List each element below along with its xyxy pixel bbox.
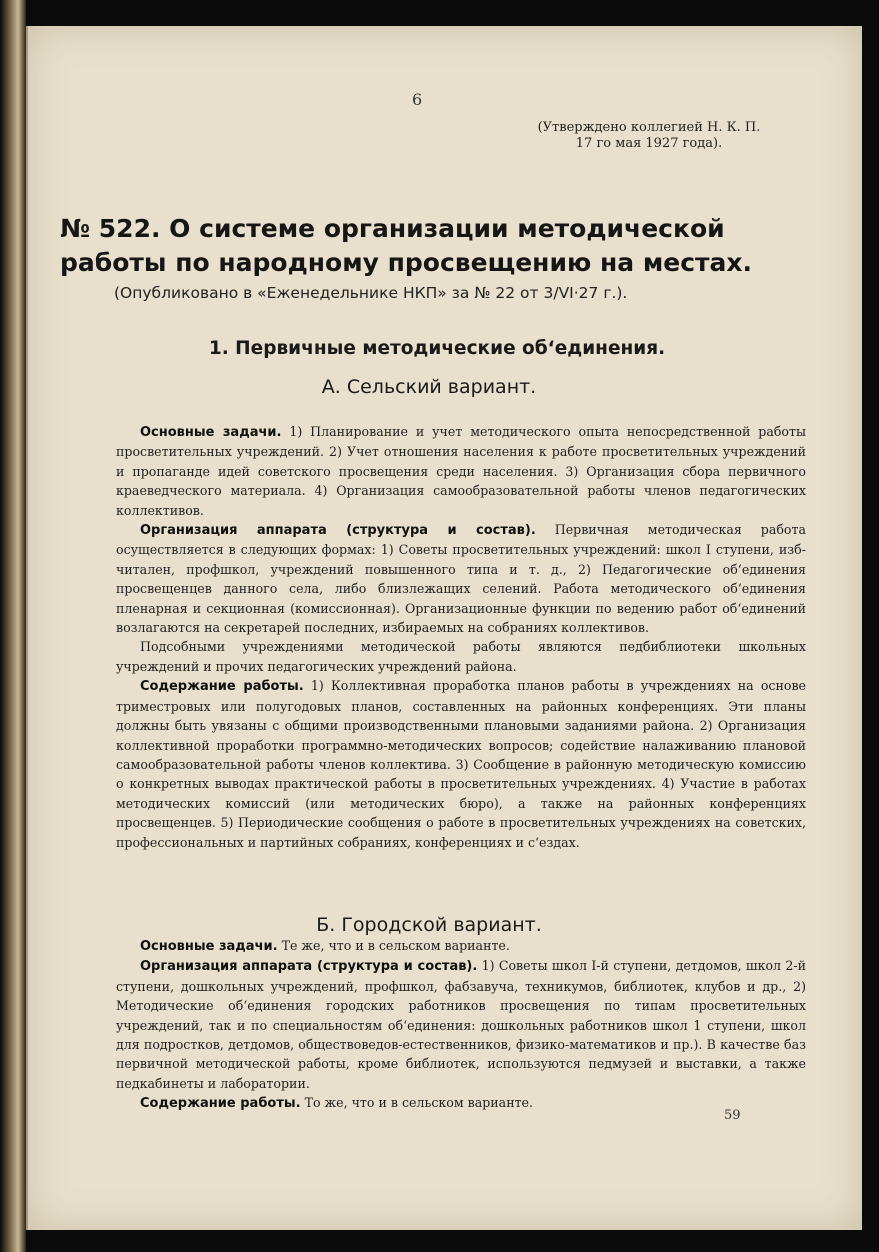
paragraph-lead: Организация аппарата (структура и состав). [140, 959, 478, 975]
paragraph-lead: Основные задачи. [140, 425, 282, 440]
paragraph-text: 1) Советы школ I-й ступени, детдомов, школ 2-й ступени, дошкольных учреждений, профшкол, фабзавуча, техникумов, библиотек, клубов и др., 2) Методические об‘единения городских работников просвещения по типам просветительных учреждений, так и по специальностям об‘единения: дошкольных работников школ 1 ступени, школ для подростков, детдомов, обществоведов-естественников, физико-математиков и пр.). В качестве баз первичной методической работы, кроме библиотек, используются педмузей и выставки, а также педкабинеты и лаборатории. [116, 958, 806, 1091]
document-title [60, 212, 820, 280]
approval-note [494, 120, 804, 152]
paragraph [116, 676, 806, 852]
paragraph [116, 422, 806, 520]
section-heading-primary: 1. Первичные методические об‘единения. [208, 338, 666, 359]
paragraph [116, 637, 806, 676]
rural-variant-body [116, 422, 806, 852]
paragraph-lead: Содержание работы. [140, 679, 304, 695]
document-page [26, 26, 862, 1230]
heading-rural-variant: А. Сельский вариант. [321, 376, 537, 398]
title-line-1: № 522. О системе организации методической [60, 214, 725, 243]
approval-line-1: (Утверждено коллегией Н. К. П. [537, 120, 761, 135]
ink-mark: 6 [412, 90, 423, 109]
paragraph [116, 520, 806, 637]
page-number: 59 [724, 1108, 741, 1123]
paragraph-text: Те же, что и в сельском варианте. [277, 938, 510, 953]
paragraph-text: Первичная методическая работа осуществляется в следующих формах: 1) Советы просветительных учреждений: школ I ступени, изб-читален, профшкол, учреждений повышенного типа и т. д., 2) Педагогические об‘единения просвещенцев данного села, либо близлежащих селений. Работа методического об‘единения пленарная и секционная (комиссионная). Организационные функции по ведению работ об‘единений возлагаются на секретарей последних, избираемых на собраниях коллективов. [116, 522, 806, 636]
city-variant-body [116, 936, 806, 1114]
book-spine [0, 0, 26, 1252]
title-line-2: работы по народному просвещению на местах. [60, 248, 753, 277]
approval-line-2: 17 го мая 1927 года). [575, 136, 723, 151]
paragraph-lead: Содержание работы. [140, 1096, 301, 1112]
paragraph [116, 956, 806, 1093]
paragraph-text: 1) Планирование и учет методического опыта непосредственной работы просветительных учреждений. 2) Учет отношения населения к работе просветительных учреждений и пропаганде идей советского просвещения среди населения. 3) Организация сбора первичного краеведческого материала. 4) Организация самообразовательной работы членов педагогических коллективов. [116, 424, 806, 518]
paragraph [116, 936, 806, 956]
paragraph [116, 1093, 806, 1113]
paragraph-text: Подсобными учреждениями методической работы являются педбиблиотеки школьных учреждений и прочих педагогических учреждений района. [116, 639, 806, 674]
publication-note: (Опубликовано в «Еженедельнике НКП» за № 22 от 3/VI·27 г.). [114, 284, 628, 302]
heading-city-variant: Б. Городской вариант. [316, 914, 542, 936]
paragraph-lead: Основные задачи. [140, 939, 278, 954]
paragraph-text: 1) Коллективная проработка планов работы в учреждениях на основе триместровых или полугодовых планов, составленных на районных конференциях. Эти планы должны быть увязаны с общими производственными плановыми заданиями района. 2) Организация коллективной проработки программно-методических вопросов; содействие налаживанию плановой самообразовательной работы членов коллектива. 3) Сообщение в районную методическую комиссию о конкретных выводах практической работы в просветительных учреждениях. 4) Участие в работах методических комиссий (или методических бюро), а также на районных конференциях просвещенцев. 5) Периодические сообщения о работе в просветительных учреждениях на советских, профессиональных и партийных собраниях, конференциях и с‘ездах. [116, 678, 806, 850]
paragraph-lead: Организация аппарата (структура и состав). [140, 523, 536, 539]
paragraph-text: То же, что и в сельском варианте. [300, 1095, 534, 1111]
